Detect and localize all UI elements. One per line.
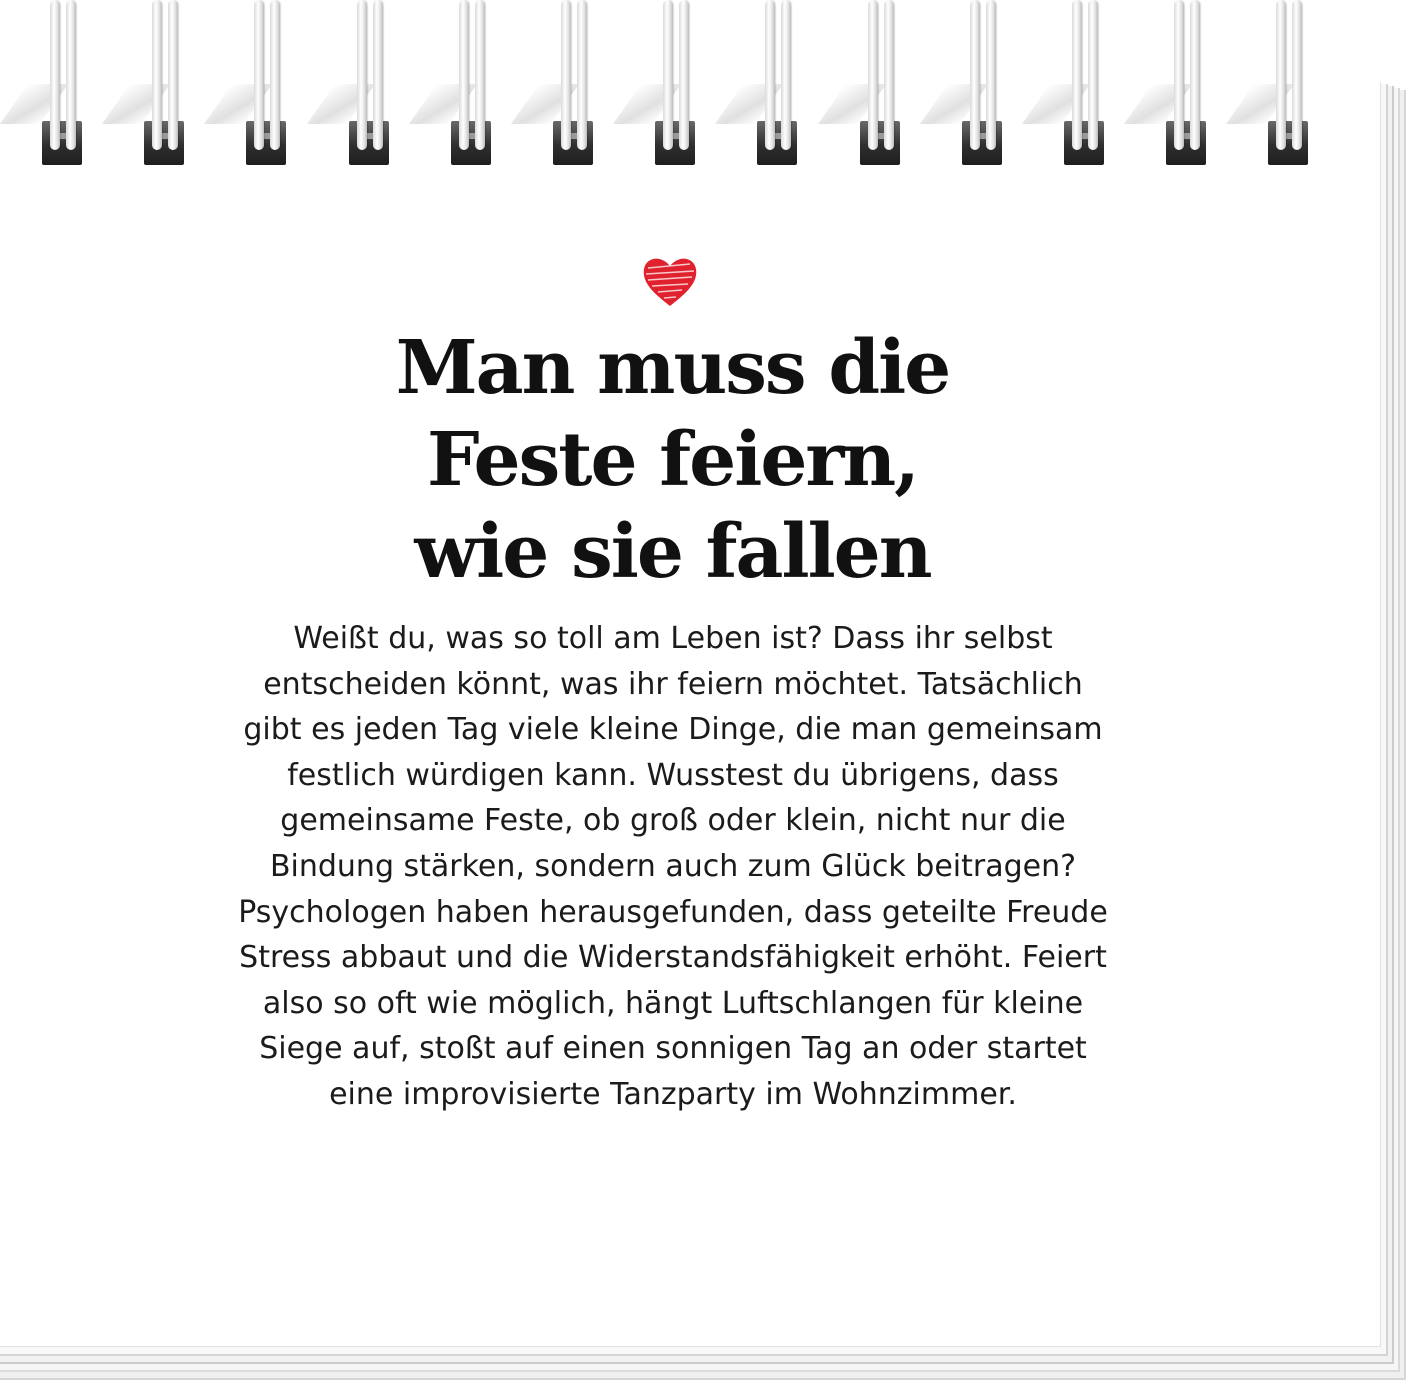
ring-wire bbox=[1174, 0, 1184, 150]
spiral-ring bbox=[345, 0, 389, 165]
spiral-ring bbox=[38, 0, 82, 165]
ring-wire bbox=[781, 0, 791, 150]
ring-hole bbox=[553, 121, 593, 165]
ring-wire bbox=[577, 0, 587, 150]
ring-wire bbox=[66, 0, 76, 150]
spiral-ring bbox=[1060, 0, 1104, 165]
headline-line: Man muss die bbox=[395, 325, 950, 411]
ring-wire bbox=[986, 0, 996, 150]
ring-wire bbox=[884, 0, 894, 150]
spiral-ring bbox=[958, 0, 1002, 165]
ring-wire bbox=[663, 0, 673, 150]
ring-wire bbox=[1190, 0, 1200, 150]
ring-wire bbox=[679, 0, 689, 150]
ring-hole bbox=[349, 121, 389, 165]
ring-hole bbox=[962, 121, 1002, 165]
ring-wire bbox=[1072, 0, 1082, 150]
ring-hole bbox=[655, 121, 695, 165]
ring-wire bbox=[254, 0, 264, 150]
spiral-ring bbox=[856, 0, 900, 165]
ring-wire bbox=[970, 0, 980, 150]
ring-wire bbox=[373, 0, 383, 150]
heart-icon bbox=[640, 254, 700, 308]
spiral-ring bbox=[140, 0, 184, 165]
ring-hole bbox=[757, 121, 797, 165]
ring-hole bbox=[451, 121, 491, 165]
body-line: Siege auf, stoßt auf einen sonnigen Tag an oder startet bbox=[259, 1031, 1087, 1067]
ring-wire bbox=[270, 0, 280, 150]
spiral-ring bbox=[1162, 0, 1206, 165]
body-line: Weißt du, was so toll am Leben ist? Dass ihr selbst bbox=[293, 621, 1053, 656]
body-line: gibt es jeden Tag viele kleine Dinge, die man gemeinsam bbox=[243, 712, 1103, 748]
ring-wire bbox=[475, 0, 485, 150]
ring-wire bbox=[868, 0, 878, 150]
headline-line: wie sie fallen bbox=[414, 509, 931, 595]
quote-headline bbox=[300, 322, 1045, 598]
ring-hole bbox=[860, 121, 900, 165]
spiral-ring bbox=[753, 0, 797, 165]
ring-wire bbox=[1088, 0, 1098, 150]
spiral-ring bbox=[651, 0, 695, 165]
ring-wire bbox=[459, 0, 469, 150]
body-text bbox=[190, 616, 1156, 1118]
headline-line: Feste feiern, bbox=[427, 417, 918, 503]
body-line: also so oft wie möglich, hängt Luftschlangen für kleine bbox=[262, 985, 1084, 1021]
spiral-ring bbox=[242, 0, 286, 165]
spiral-ring bbox=[549, 0, 593, 165]
ring-wire bbox=[1276, 0, 1286, 150]
ring-wire bbox=[50, 0, 60, 150]
ring-wire bbox=[152, 0, 162, 150]
ring-hole bbox=[1268, 121, 1308, 165]
ring-wire bbox=[168, 0, 178, 150]
spiral-binding bbox=[0, 0, 1409, 170]
body-line: Bindung stärken, sondern auch zum Glück beitragen? bbox=[269, 848, 1077, 884]
ring-wire bbox=[561, 0, 571, 150]
ring-wire bbox=[357, 0, 367, 150]
spiral-ring bbox=[447, 0, 491, 165]
body-line: Psychologen haben herausgefunden, dass geteilte Freude bbox=[238, 894, 1108, 930]
ring-hole bbox=[1166, 121, 1206, 165]
ring-hole bbox=[144, 121, 184, 165]
ring-wire bbox=[1292, 0, 1302, 150]
body-line: Stress abbaut und die Widerstandsfähigkeit erhöht. Feiert bbox=[239, 940, 1107, 976]
body-line: entscheiden könnt, was ihr feiern möchtet. Tatsächlich bbox=[263, 666, 1083, 702]
spiral-ring bbox=[1264, 0, 1308, 165]
ring-hole bbox=[1064, 121, 1104, 165]
body-line: festlich würdigen kann. Wusstest du übrigens, dass bbox=[287, 757, 1059, 793]
ring-wire bbox=[765, 0, 775, 150]
body-line: gemeinsame Feste, ob groß oder klein, nicht nur die bbox=[280, 803, 1066, 839]
ring-hole bbox=[246, 121, 286, 165]
body-line: eine improvisierte Tanzparty im Wohnzimmer. bbox=[329, 1076, 1017, 1112]
ring-hole bbox=[42, 121, 82, 165]
